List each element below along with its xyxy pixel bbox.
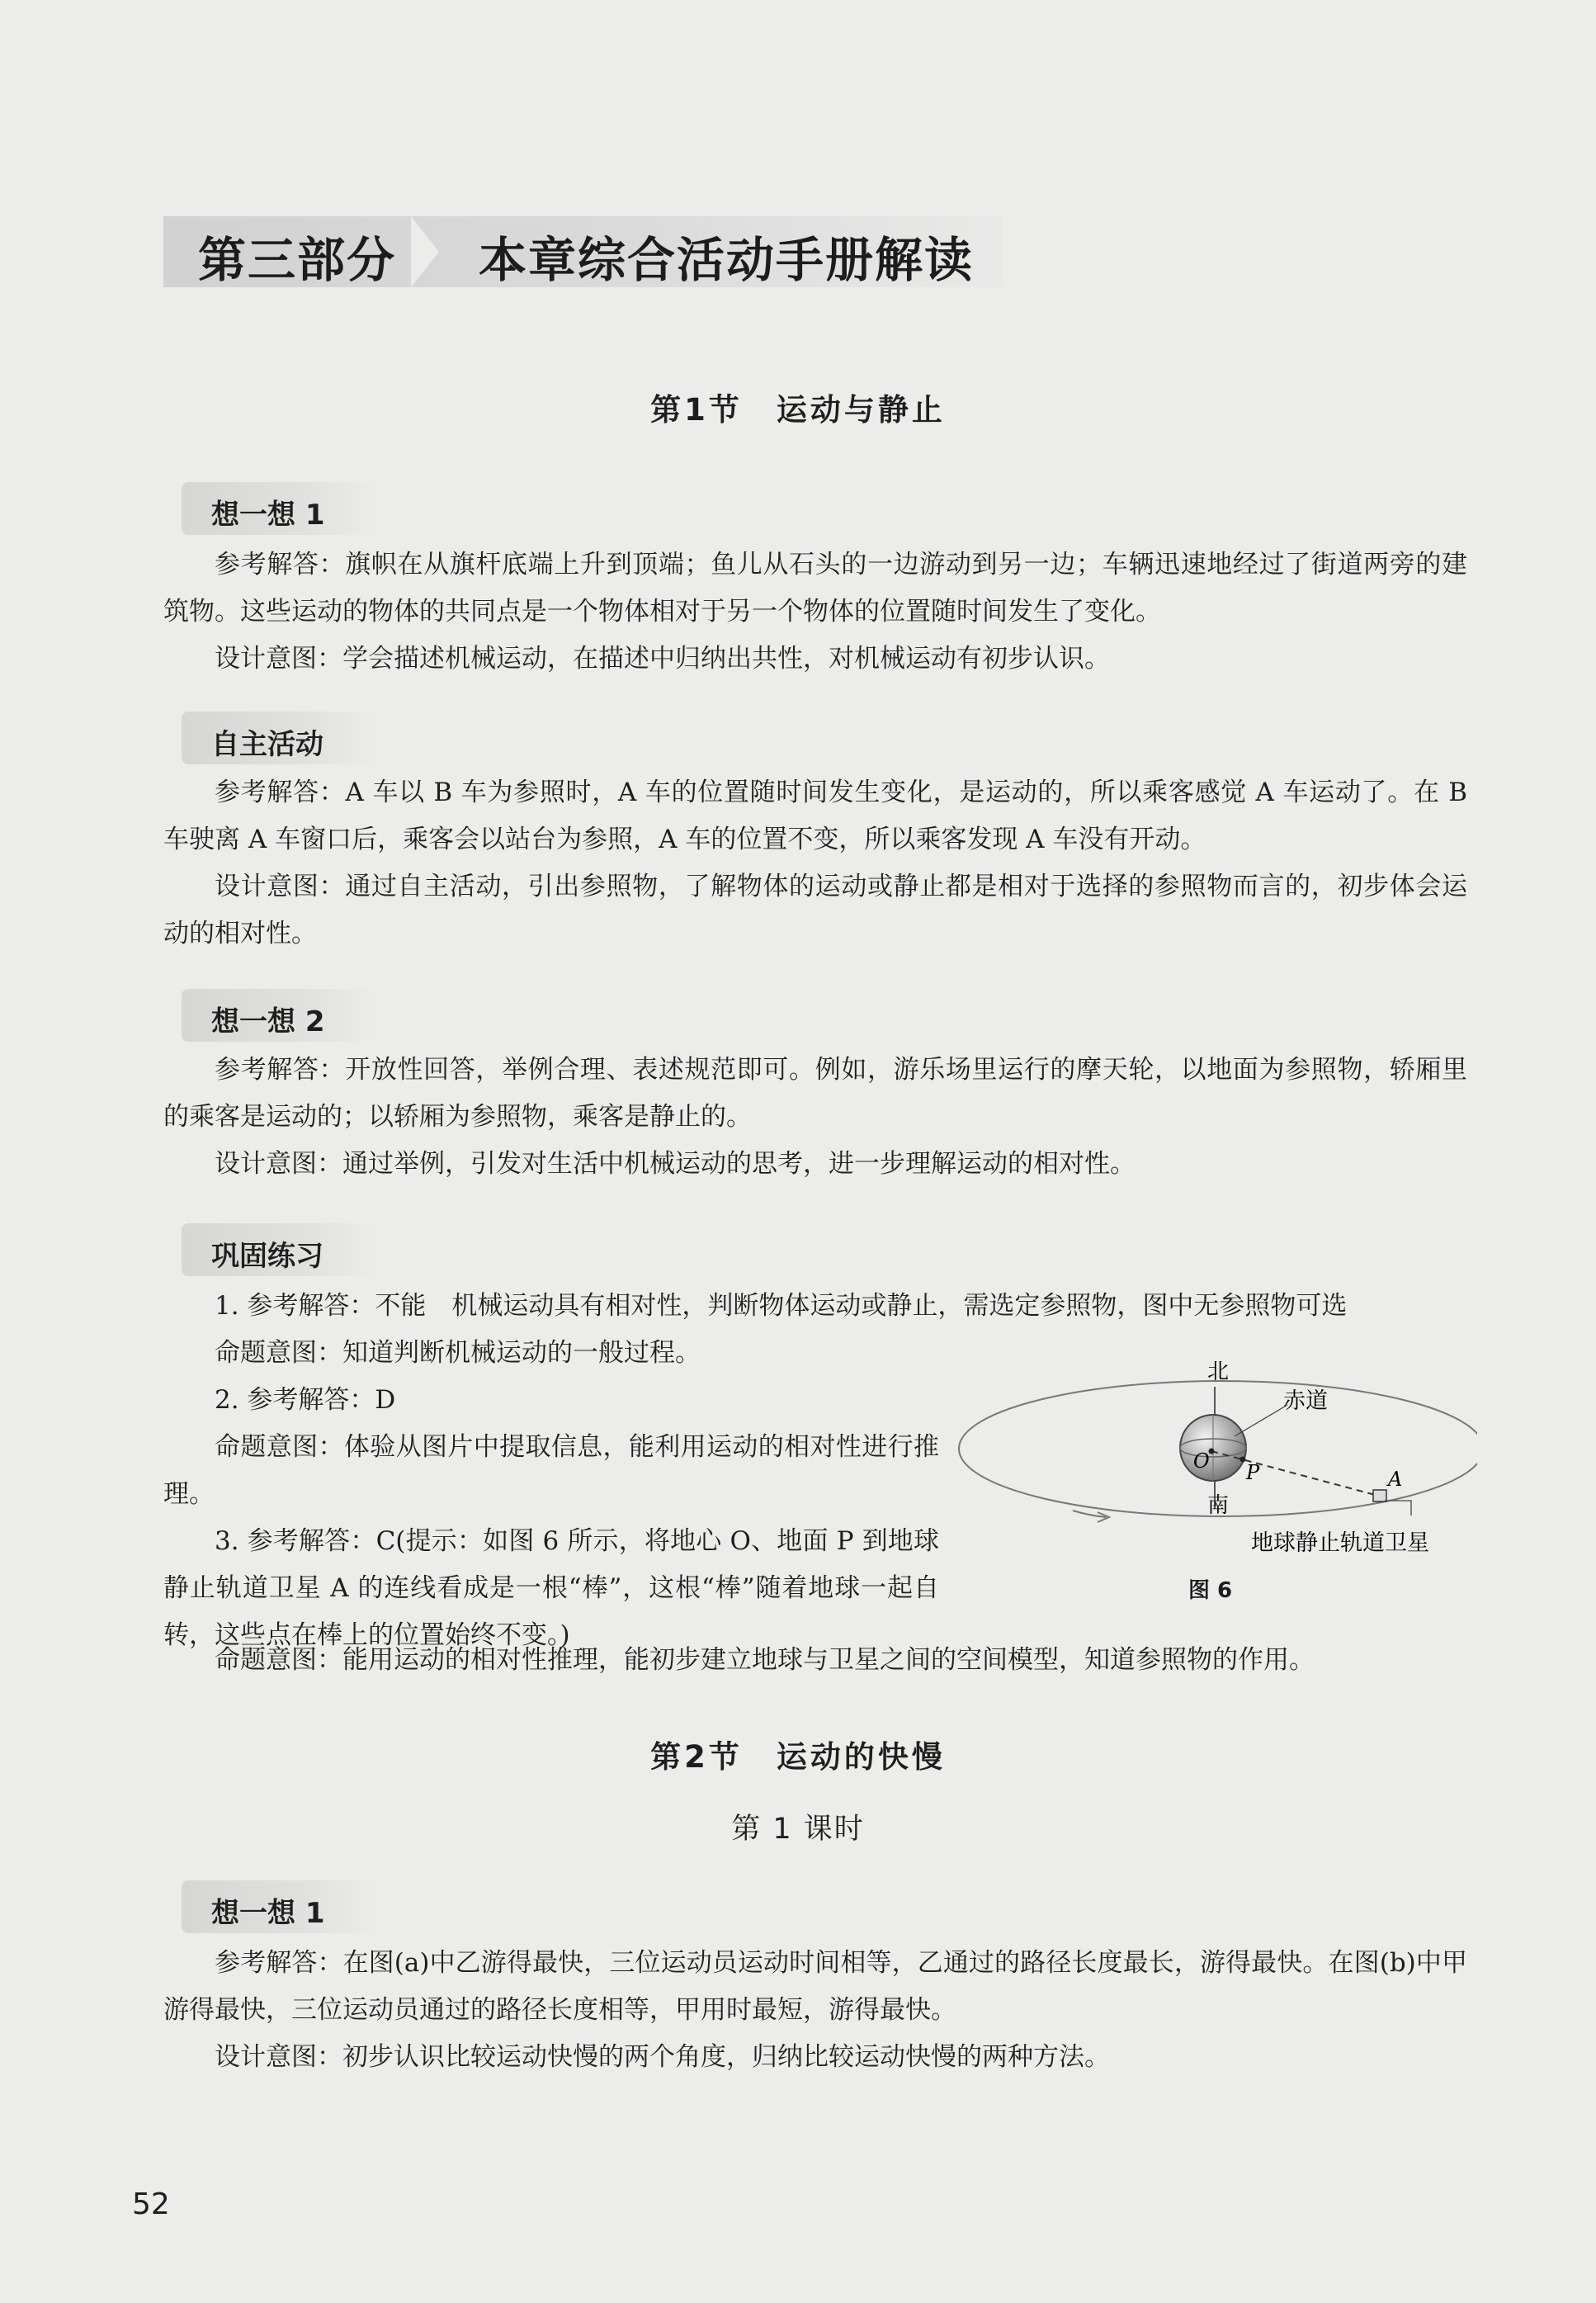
paragraph-answer: 参考解答：在图(a)中乙游得最快，三位运动员运动时间相等，乙通过的路径长度最长，游得最快。在图(b)中甲游得最快，三位运动员通过的路径长度相等，甲用时最短，游得最快。	[163, 1948, 1467, 2025]
paragraph-answer: 参考解答：A 车以 B 车为参照时，A 车的位置随时间发生变化，是运动的，所以乘客感觉 A 车运动了。在 B 车驶离 A 车窗口后，乘客会以站台为参照，A 车的位置不变，所以乘客发现 A 车没有开动。	[163, 778, 1467, 854]
paragraph-intent: 设计意图：通过自主活动，引出参照物，了解物体的运动或静止都是相对于选择的参照物而言的，初步体会运动的相对性。	[163, 872, 1467, 948]
figure-caption: 图 6	[1188, 1578, 1233, 1603]
paragraph-q3-answer: 3. 参考解答：C(提示：如图 6 所示，将地心 O、地面 P 到地球静止轨道卫星 A 的连线看成是一根“棒”，这根“棒”随着地球一起自转，这些点在棒上的位置始终不变。)	[163, 1526, 939, 1650]
page-number: 52	[132, 2187, 170, 2221]
center-label: O	[1193, 1449, 1210, 1473]
section1-title: 第1节 运动与静止	[650, 392, 946, 428]
south-label: 南	[1207, 1493, 1230, 1518]
equator-leader	[1235, 1405, 1287, 1436]
equator-label: 赤道	[1283, 1388, 1328, 1414]
ground-point-label: P	[1246, 1461, 1260, 1484]
section2-title: 第2节 运动的快慢	[650, 1739, 946, 1775]
subheading-label: 想一想 1	[211, 1897, 325, 1930]
subheading-activity	[182, 712, 380, 764]
part-label: 第三部分	[198, 232, 397, 288]
earth-orbit-figure	[949, 1354, 1477, 1601]
paragraph-q3-intent: 命题意图：能用运动的相对性推理，能初步建立地球与卫星之间的空间模型，知道参照物的作用。	[215, 1645, 1315, 1675]
part-banner	[163, 216, 1002, 287]
paragraph-answer: 参考解答：旗帜在从旗杆底端上升到顶端；鱼儿从石头的一边游动到另一边；车辆迅速地经过了街道两旁的建筑物。这些运动的物体的共同点是一个物体相对于另一个物体的位置随时间发生了变化。	[163, 550, 1467, 627]
satellite-letter: A	[1388, 1468, 1403, 1491]
subheading-think1	[182, 482, 380, 535]
ground-point-dot	[1240, 1457, 1246, 1463]
paragraph-intent: 设计意图：学会描述机械运动，在描述中归纳出共性，对机械运动有初步认识。	[215, 644, 1110, 674]
paragraph-q2-intent: 命题意图：体验从图片中提取信息，能利用运动的相对性进行推理。	[163, 1432, 939, 1509]
subheading-practice	[182, 1223, 380, 1276]
subheading-label: 自主活动	[211, 728, 323, 761]
subheading-s2-think1	[182, 1880, 380, 1933]
subheading-label: 想一想 2	[211, 1005, 325, 1038]
satellite-leader	[1385, 1501, 1411, 1516]
paragraph-intent: 设计意图：初步认识比较运动快慢的两个角度，归纳比较运动快慢的两种方法。	[215, 2042, 1110, 2072]
chapter-title: 本章综合活动手册解读	[479, 232, 975, 288]
paragraph-answer: 参考解答：开放性回答，举例合理、表述规范即可。例如，游乐场里运行的摩天轮，以地面为参照物，轿厢里的乘客是运动的；以轿厢为参照物，乘客是静止的。	[163, 1055, 1467, 1132]
subheading-label: 巩固练习	[211, 1240, 323, 1273]
paragraph-intent: 设计意图：通过举例，引发对生活中机械运动的思考，进一步理解运动的相对性。	[215, 1149, 1136, 1179]
paragraph-q1-intent: 命题意图：知道判断机械运动的一般过程。	[215, 1338, 701, 1368]
subheading-think2	[182, 989, 380, 1042]
banner-arrow	[411, 216, 439, 287]
paragraph-q1-answer: 1. 参考解答：不能 机械运动具有相对性，判断物体运动或静止，需选定参照物，图中无参照物可选	[215, 1291, 1348, 1321]
satellite-label: 地球静止轨道卫星	[1251, 1530, 1429, 1556]
lesson-title: 第 1 课时	[731, 1813, 865, 1846]
satellite-icon	[1373, 1490, 1386, 1501]
paragraph-q2-answer: 2. 参考解答：D	[215, 1385, 396, 1415]
center-satellite-line	[1211, 1451, 1378, 1496]
north-label: 北	[1207, 1360, 1230, 1384]
subheading-label: 想一想 1	[211, 499, 325, 532]
